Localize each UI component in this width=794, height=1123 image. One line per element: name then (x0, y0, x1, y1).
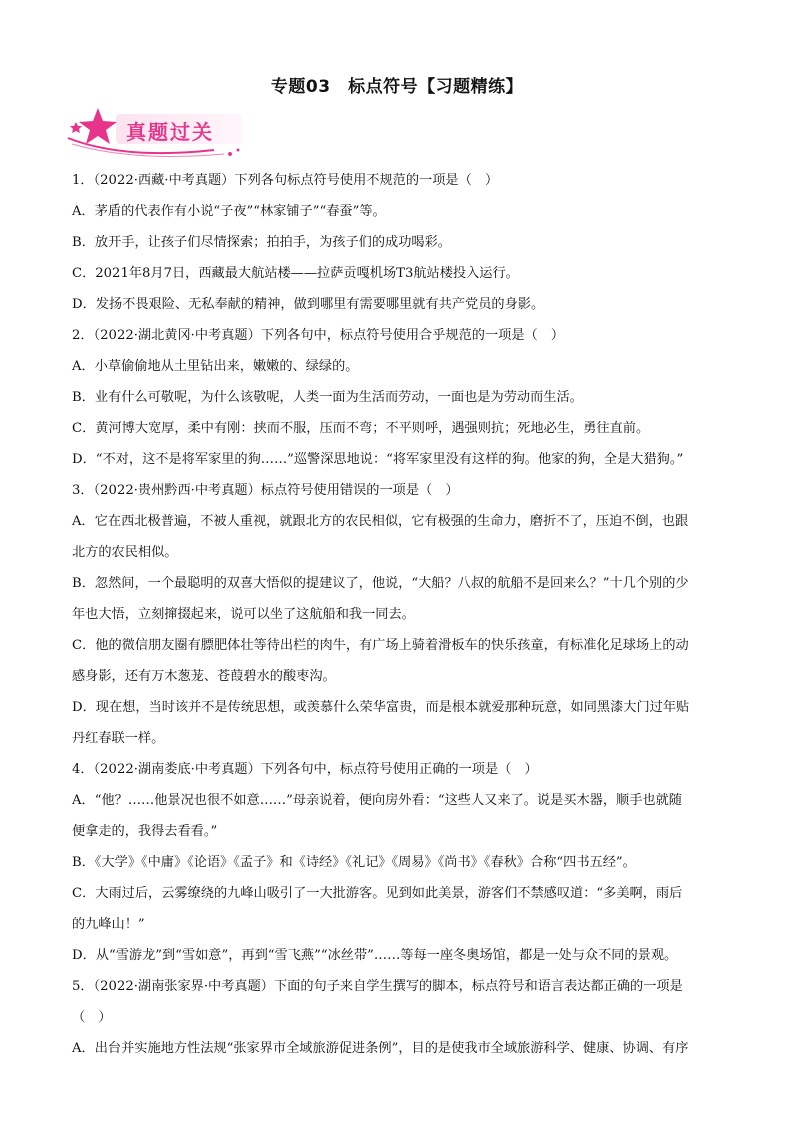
question-option: C．黄河博大宽厚，柔中有刚：挟而不服，压而不弯；不平则呼，遇强则抗；死地必生，勇往直前。 (72, 421, 650, 436)
question-option: A．它在西北极普遍，不被人重视，就跟北方的农民相似，它有极强的生命力，磨折不了，压迫不倒，也跟 (72, 514, 689, 529)
question-option: A．出台并实施地方性法规“张家界市全域旅游促进条例”，目的是使我市全域旅游科学、健康、协调、有序 (72, 1041, 689, 1056)
section-badge (64, 104, 254, 160)
question-option: A．小草偷偷地从土里钻出来，嫩嫩的、绿绿的。 (72, 359, 359, 374)
question-option-continued: 的九峰山！” (72, 917, 145, 932)
question-option-continued: 丹红春联一样。 (72, 731, 165, 746)
question-option: C．大雨过后，云雾缭绕的九峰山吸引了一大批游客。见到如此美景，游客们不禁感叹道：“多美啊，雨后 (72, 886, 683, 901)
question-option: C．2021年8月7日，西藏最大航站楼——拉萨贡嘎机场T3航站楼投入运行。 (72, 266, 519, 281)
question-option: D．“不对，这不是将军家里的狗……”巡警深思地说：“将军家里没有这样的狗。他家的狗，全是大猎狗。” (72, 452, 684, 467)
question-option-continued: 便拿走的，我得去看看。” (72, 824, 218, 839)
question-option-continued: 北方的农民相似。 (72, 545, 178, 560)
question-stem: 4．（2022·湖南娄底·中考真题）下列各句中，标点符号使用正确的一项是（ ） (72, 762, 538, 777)
question-option: D．发扬不畏艰险、无私奉献的精神，做到哪里有需要哪里就有共产党员的身影。 (72, 297, 545, 312)
dot-decoration (237, 149, 240, 152)
star-icon (79, 108, 117, 144)
question-option: A．“他？……他景况也很不如意……”母亲说着，便向房外看：“这些人又来了。说是买木器，顺手也就随 (72, 793, 682, 808)
question-option: B．《大学》《中庸》《论语》《孟子》和《诗经》《礼记》《周易》《尚书》《春秋》合称“四书五经”。 (72, 855, 636, 870)
question-stem: 1．（2022·西藏·中考真题）下列各句标点符号使用不规范的一项是（ ） (72, 173, 499, 188)
badge-label: 真题过关 (126, 120, 214, 144)
page-title: 专题03 标点符号【习题精练】 (270, 77, 524, 97)
small-star-icon (70, 122, 82, 133)
question-stem: 3．（2022·贵州黔西·中考真题）标点符号使用错误的一项是（ ） (72, 483, 459, 498)
question-option: B．忽然间，一个最聪明的双喜大悟似的提建议了，他说，“大船？八叔的航船不是回来么？”十几个别的少 (72, 576, 689, 591)
question-option: C．他的微信朋友圈有膘肥体壮等待出栏的肉牛，有广场上骑着滑板车的快乐孩童，有标准化足球场上的动 (72, 638, 689, 653)
question-stem: 5．（2022·湖南张家界·中考真题）下面的句子来自学生撰写的脚本，标点符号和语言表达都正确的一项是 (72, 979, 683, 994)
question-option-continued: 年也大悟，立刻撺掇起来，说可以坐了这航船和我一同去。 (72, 607, 415, 622)
question-option: A．茅盾的代表作有小说“子夜”“林家铺子”“春蚕”等。 (72, 204, 386, 219)
dot-decoration (228, 152, 232, 156)
question-option: B．业有什么可敬呢，为什么该敬呢，人类一面为生活而劳动，一面也是为劳动而生活。 (72, 390, 583, 405)
answer-bracket: （ ） (72, 1010, 112, 1025)
question-option: B．放开手，让孩子们尽情探索；拍拍手，为孩子们的成功喝彩。 (72, 235, 451, 250)
question-option: D．从“雪游龙”到“雪如意”，再到“雪飞燕”“冰丝带”……等每一座冬奥场馆，都是一处与众不同的景观。 (72, 948, 678, 963)
question-option: D．现在想，当时该并不是传统思想，或羡慕什么荣华富贵，而是根本就爱那种玩意，如同黑漆大门过年贴 (72, 700, 690, 715)
question-option-continued: 感身影，还有万木葱茏、苍葭碧水的酸枣沟。 (72, 669, 336, 684)
question-stem: 2．（2022·湖北黄冈·中考真题）下列各句中，标点符号使用合乎规范的一项是（ ） (72, 328, 565, 343)
